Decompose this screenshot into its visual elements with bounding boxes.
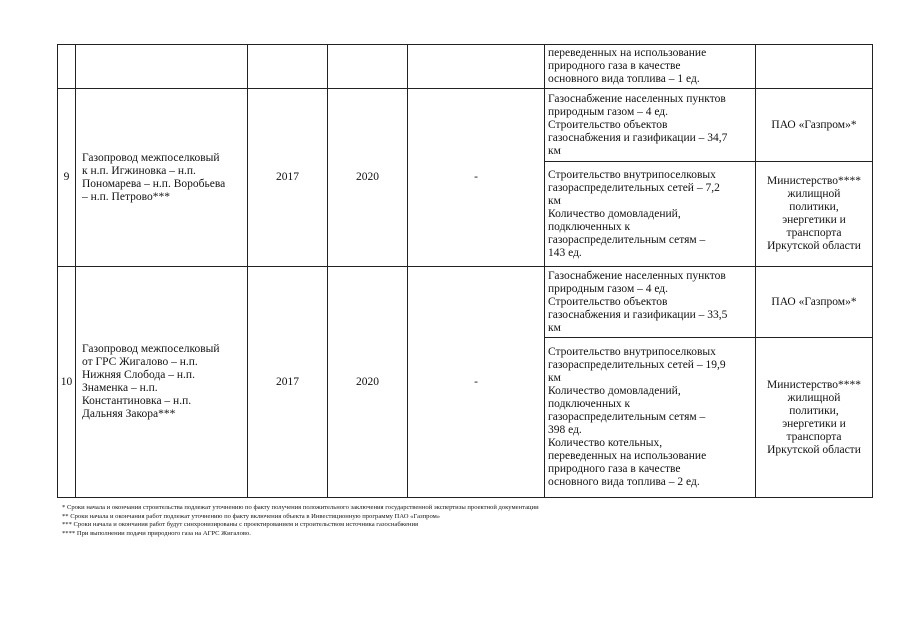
object-name-line: Нижняя Слобода – н.п.: [82, 369, 195, 381]
gasification-table: [57, 44, 873, 498]
start-year: 2017: [248, 267, 328, 498]
object-name: [76, 267, 248, 498]
responsible-line: жилищной: [787, 391, 841, 404]
result-line: Количество котельных,: [548, 437, 663, 449]
row-number: 9: [58, 89, 76, 267]
object-name-line: Константиновка – н.п.: [82, 395, 192, 407]
object-name-line: Знаменка – н.п.: [82, 382, 158, 394]
responsible-line: жилищной: [787, 188, 841, 200]
responsible-line: Иркутской области: [767, 240, 861, 252]
result-line: природным газом – 4 ед.: [548, 282, 669, 295]
result-block: [545, 89, 756, 162]
result-line: газоснабжения и газификации – 34,7: [548, 131, 728, 144]
end-year: 2020: [328, 89, 408, 267]
responsible-line: ПАО «Газпром»*: [771, 118, 857, 131]
result-block: [545, 338, 756, 498]
responsible-line: политики,: [789, 201, 839, 213]
result-line: Газоснабжение населенных пунктов: [548, 269, 726, 282]
result-line: основного вида топлива – 2 ед.: [548, 476, 700, 488]
responsible: [756, 89, 873, 162]
result-line: природного газа в качестве: [548, 463, 681, 475]
object-name-line: Пономарева – н.п. Воробьева: [82, 177, 226, 190]
result-line: подключенных к: [548, 398, 631, 410]
result-line: переведенных на использование: [548, 47, 707, 59]
result-block: [545, 267, 756, 338]
result-line: км: [548, 144, 561, 157]
cell-num: [58, 45, 76, 89]
responsible-line: транспорта: [786, 227, 842, 239]
object-name-line: Дальняя Закора***: [82, 408, 176, 420]
responsible-line: Министерство****: [767, 378, 861, 391]
result-line: Газоснабжение населенных пунктов: [548, 92, 726, 105]
result-line: газораспределительным сетям –: [548, 411, 706, 423]
result-line: Количество домовладений,: [548, 385, 681, 397]
object-name-line: – н.п. Петрово***: [82, 190, 170, 203]
result-line: 398 ед.: [548, 424, 582, 436]
result-line: переведенных на использование: [548, 450, 707, 462]
footnote: *** Сроки начала и окончания работ будут синхронизированы с проектированием и строительством источника газоснабжения: [62, 521, 419, 529]
result-line: природного газа в качестве: [548, 60, 681, 72]
object-name: [76, 89, 248, 267]
result-line: основного вида топлива – 1 ед.: [548, 73, 700, 85]
object-name-line: Газопровод межпоселковый: [82, 343, 220, 355]
object-name-line: от ГРС Жигалово – н.п.: [82, 356, 198, 368]
object-name-line: к н.п. Игжиновка – н.п.: [82, 164, 196, 177]
result-line: Строительство внутрипоселковых: [548, 346, 716, 358]
responsible-line: Министерство****: [767, 175, 861, 187]
result-line: Количество домовладений,: [548, 207, 681, 220]
responsible-line: ПАО «Газпром»*: [771, 295, 857, 308]
table-row: [58, 267, 873, 338]
result-block: [545, 162, 756, 267]
result-line: газораспределительным сетям –: [548, 233, 706, 246]
cell-start-year: [248, 45, 328, 89]
footnote: **** При выполнении подачи природного газа на АГРС Жигалово.: [62, 529, 251, 537]
dash-value: -: [408, 89, 545, 267]
end-year: 2020: [328, 267, 408, 498]
result-line: подключенных к: [548, 220, 631, 233]
result-line: Строительство объектов: [548, 118, 668, 131]
row-number: 10: [58, 267, 76, 498]
table-row-continuation: [58, 45, 873, 89]
result-line: Строительство внутрипоселковых: [548, 168, 716, 181]
footnotes: [62, 504, 539, 538]
result-line: газоснабжения и газификации – 33,5: [548, 308, 728, 321]
result-line: газораспределительных сетей – 7,2: [548, 181, 720, 194]
result-line: км: [548, 372, 561, 384]
footnote: ** Сроки начала и окончания работ подлежат уточнению по факту включения объекта в Инвестиционную программу ПАО «Газпром»: [62, 512, 441, 520]
result-line: Строительство объектов: [548, 295, 668, 308]
responsible-line: энергетики и: [782, 214, 846, 226]
footnote: * Сроки начала и окончания строительства подлежат уточнению по факту получения положительного заключения государственной экспертизы проектной документации: [62, 504, 539, 511]
dash-value: -: [408, 267, 545, 498]
responsible: [756, 162, 873, 267]
result-line: газораспределительных сетей – 19,9: [548, 359, 726, 371]
responsible-line: транспорта: [786, 430, 842, 443]
responsible: [756, 267, 873, 338]
cell-end-year: [328, 45, 408, 89]
cell-result: [545, 45, 756, 89]
table-row: [58, 89, 873, 162]
start-year: 2017: [248, 89, 328, 267]
responsible-line: энергетики и: [782, 417, 846, 430]
responsible-line: Иркутской области: [767, 443, 861, 456]
responsible-line: политики,: [789, 404, 839, 417]
result-line: 143 ед.: [548, 246, 582, 259]
result-line: км: [548, 194, 561, 207]
cell-dash: [408, 45, 545, 89]
result-line: км: [548, 321, 561, 334]
responsible: [756, 338, 873, 498]
object-name-line: Газопровод межпоселковый: [82, 151, 220, 164]
cell-responsible: [756, 45, 873, 89]
result-line: природным газом – 4 ед.: [548, 105, 669, 118]
cell-name: [76, 45, 248, 89]
